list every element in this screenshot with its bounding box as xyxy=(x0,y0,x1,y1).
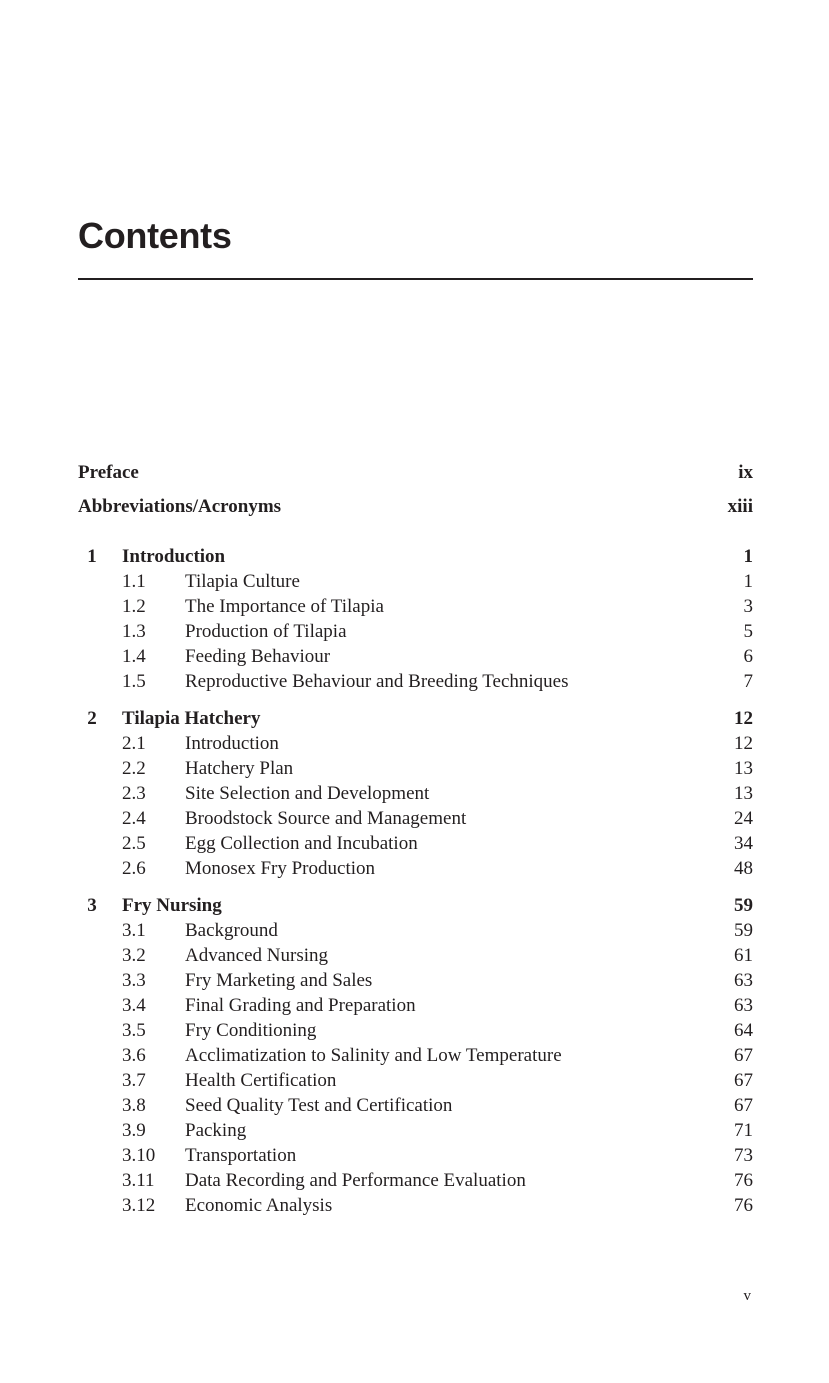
table-of-contents xyxy=(78,460,753,1218)
chapter-number: 1 xyxy=(87,546,97,567)
section-title: Health Certification xyxy=(185,1070,337,1091)
chapter-number: 3 xyxy=(87,895,97,916)
toc-section xyxy=(78,806,753,831)
toc-section xyxy=(78,619,753,644)
section-page: 5 xyxy=(743,621,753,642)
section-title: Production of Tilapia xyxy=(185,621,347,642)
title-rule xyxy=(78,278,753,280)
toc-chapter-1 xyxy=(78,544,753,569)
section-page: 24 xyxy=(734,808,753,829)
toc-section xyxy=(78,968,753,993)
section-page: 3 xyxy=(743,596,753,617)
section-title: Monosex Fry Production xyxy=(185,858,375,879)
toc-section xyxy=(78,1118,753,1143)
section-page: 63 xyxy=(734,995,753,1016)
section-title: Egg Collection and Incubation xyxy=(185,833,418,854)
toc-entry-abbreviations xyxy=(78,494,753,528)
section-number: 3.8 xyxy=(122,1095,146,1116)
toc-section xyxy=(78,594,753,619)
toc-entry-preface xyxy=(78,460,753,494)
section-number: 1.1 xyxy=(122,571,146,592)
chapter-title: Fry Nursing xyxy=(122,895,222,916)
section-title: Tilapia Culture xyxy=(185,571,300,592)
section-title: Broodstock Source and Management xyxy=(185,808,467,829)
page-title: Contents xyxy=(78,215,232,256)
toc-section xyxy=(78,1018,753,1043)
toc-section xyxy=(78,756,753,781)
section-title: Acclimatization to Salinity and Low Temperature xyxy=(185,1045,562,1066)
toc-section xyxy=(78,1143,753,1168)
section-number: 3.7 xyxy=(122,1070,146,1091)
toc-section xyxy=(78,1043,753,1068)
toc-section xyxy=(78,1068,753,1093)
toc-section xyxy=(78,993,753,1018)
section-title: Site Selection and Development xyxy=(185,783,430,804)
section-page: 76 xyxy=(734,1170,753,1191)
section-title: Advanced Nursing xyxy=(185,945,328,966)
section-page: 61 xyxy=(734,945,753,966)
section-number: 2.6 xyxy=(122,858,146,879)
section-page: 34 xyxy=(734,833,753,854)
toc-section xyxy=(78,731,753,756)
section-title: Feeding Behaviour xyxy=(185,646,331,667)
spacer xyxy=(78,881,753,893)
section-number: 3.3 xyxy=(122,970,146,991)
toc-section xyxy=(78,569,753,594)
toc-section xyxy=(78,831,753,856)
section-title: Fry Marketing and Sales xyxy=(185,970,373,991)
section-number: 2.3 xyxy=(122,783,146,804)
section-title: Reproductive Behaviour and Breeding Techniques xyxy=(185,671,569,692)
section-number: 3.4 xyxy=(122,995,146,1016)
section-number: 2.4 xyxy=(122,808,146,829)
section-number: 3.10 xyxy=(122,1145,156,1166)
section-number: 3.12 xyxy=(122,1195,156,1216)
section-number: 3.11 xyxy=(122,1170,155,1191)
toc-chapter-3 xyxy=(78,893,753,918)
section-number: 1.2 xyxy=(122,596,146,617)
section-number: 1.4 xyxy=(122,646,146,667)
section-page: 73 xyxy=(734,1145,753,1166)
toc-section xyxy=(78,1193,753,1218)
section-page: 67 xyxy=(734,1045,753,1066)
section-title: Data Recording and Performance Evaluation xyxy=(185,1170,526,1191)
toc-section xyxy=(78,856,753,881)
section-title: Seed Quality Test and Certification xyxy=(185,1095,453,1116)
toc-section xyxy=(78,1168,753,1193)
section-page: 64 xyxy=(734,1020,753,1041)
section-page: 7 xyxy=(743,671,753,692)
chapter-page: 1 xyxy=(743,546,753,567)
page-folio: v xyxy=(743,1288,751,1304)
toc-section xyxy=(78,1093,753,1118)
section-page: 12 xyxy=(734,733,753,754)
section-title: The Importance of Tilapia xyxy=(185,596,384,617)
section-number: 1.5 xyxy=(122,671,146,692)
section-page: 59 xyxy=(734,920,753,941)
section-page: 1 xyxy=(743,571,753,592)
section-title: Packing xyxy=(185,1120,247,1141)
section-title: Hatchery Plan xyxy=(185,758,294,779)
section-number: 2.1 xyxy=(122,733,146,754)
section-number: 3.1 xyxy=(122,920,146,941)
section-page: 48 xyxy=(734,858,753,879)
section-title: Final Grading and Preparation xyxy=(185,995,416,1016)
section-number: 1.3 xyxy=(122,621,146,642)
toc-section xyxy=(78,669,753,694)
section-title: Transportation xyxy=(185,1145,297,1166)
toc-section xyxy=(78,943,753,968)
section-page: 13 xyxy=(734,758,753,779)
section-page: 63 xyxy=(734,970,753,991)
section-title: Introduction xyxy=(185,733,279,754)
toc-section xyxy=(78,781,753,806)
toc-section xyxy=(78,644,753,669)
section-page: 13 xyxy=(734,783,753,804)
section-title: Economic Analysis xyxy=(185,1195,333,1216)
section-number: 2.2 xyxy=(122,758,146,779)
entry-page: xiii xyxy=(727,496,753,517)
entry-title: Abbreviations/Acronyms xyxy=(78,496,282,517)
section-number: 3.6 xyxy=(122,1045,146,1066)
section-page: 71 xyxy=(734,1120,753,1141)
toc-chapter-2 xyxy=(78,706,753,731)
section-number: 3.2 xyxy=(122,945,146,966)
chapter-number: 2 xyxy=(87,708,97,729)
chapter-page: 59 xyxy=(734,895,753,916)
section-page: 6 xyxy=(743,646,753,667)
spacer xyxy=(78,694,753,706)
section-number: 2.5 xyxy=(122,833,146,854)
spacer xyxy=(78,528,753,544)
chapter-title: Introduction xyxy=(122,546,226,567)
section-page: 67 xyxy=(734,1095,753,1116)
toc-section xyxy=(78,918,753,943)
chapter-title: Tilapia Hatchery xyxy=(122,708,261,729)
section-number: 3.5 xyxy=(122,1020,146,1041)
section-title: Background xyxy=(185,920,278,941)
section-page: 76 xyxy=(734,1195,753,1216)
section-title: Fry Conditioning xyxy=(185,1020,317,1041)
section-number: 3.9 xyxy=(122,1120,146,1141)
entry-page: ix xyxy=(738,462,753,483)
entry-title: Preface xyxy=(78,462,139,483)
chapter-page: 12 xyxy=(734,708,753,729)
section-page: 67 xyxy=(734,1070,753,1091)
